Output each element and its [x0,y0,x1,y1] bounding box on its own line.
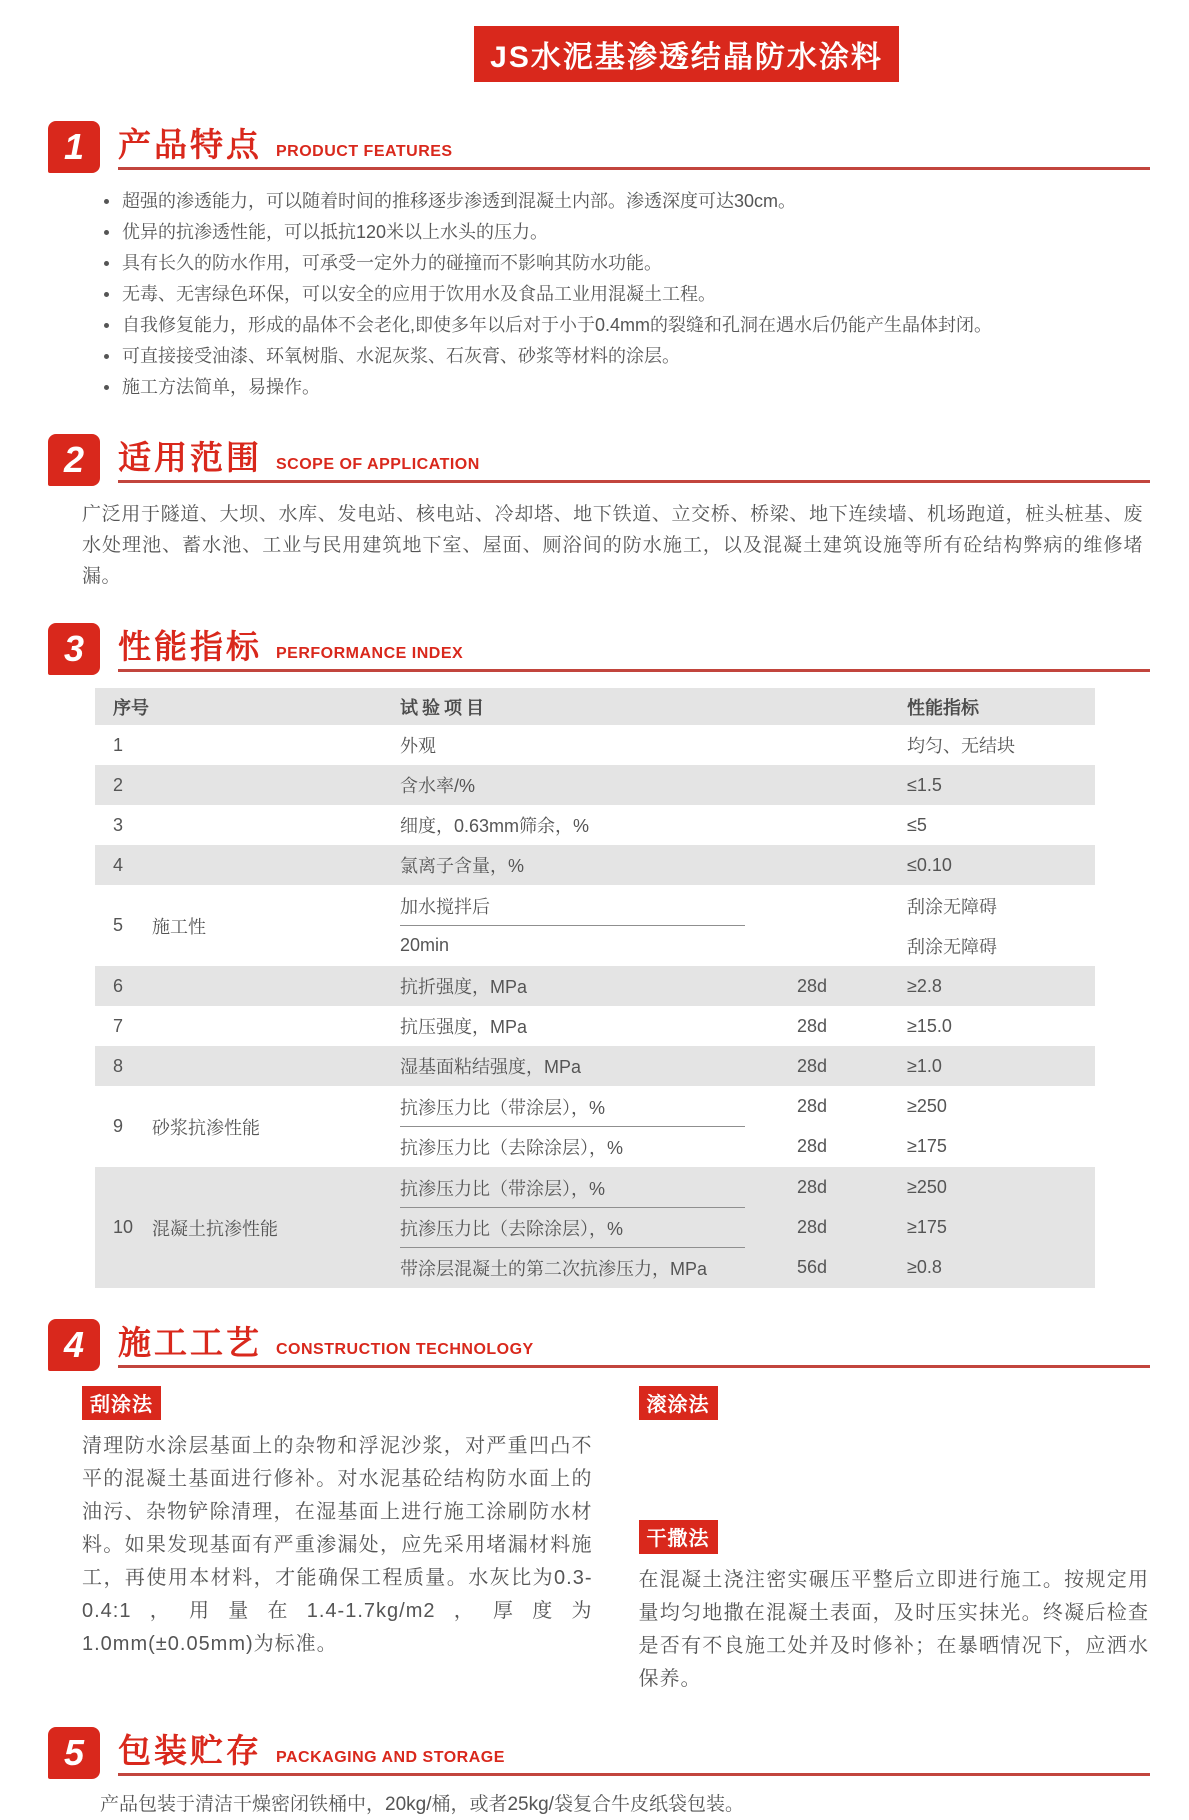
method-text: 在混凝土浇注密实碾压平整后立即进行施工。按规定用量均匀地撒在混凝土表面，及时压实抹光。终凝后检查是否有不良施工处并及时修补；在暴晒情况下，应洒水保养。 [638,1569,1149,1690]
cell-item: 外观 [400,736,436,756]
cell-age: 28d [797,1136,828,1156]
list-item [104,310,1129,341]
table-row-group [95,1086,1095,1167]
section-title-en: PERFORMANCE INDEX [276,645,464,662]
cell-value: ≥2.8 [907,975,942,996]
construction-methods [82,1386,1149,1696]
cell-age: 28d [797,1177,828,1197]
list-item [104,279,1129,310]
list-item [104,248,1129,279]
cell-item: 氯离子含量，% [400,856,525,876]
table-row [95,805,1095,845]
col-header-no: 序号 [113,697,149,718]
page-title: JS水泥基渗透结晶防水涂料 [474,26,899,82]
method-roller [639,1386,1150,1468]
feature-text: 超强的渗透能力，可以随着时间的推移逐步渗透到混凝土内部。渗透深度可达30cm。 [122,191,797,211]
table-row-group [95,885,1095,966]
method-label-badge: 滚涂法 [639,1386,718,1420]
row-divider [400,1247,745,1248]
list-item [104,372,1129,403]
feature-list [104,186,1129,403]
table-row-group [95,1167,1095,1288]
cell-no: 7 [113,1015,124,1036]
feature-text: 具有长久的防水作用，可承受一定外力的碰撞而不影响其防水功能。 [122,253,662,273]
table-row [95,845,1095,885]
cell-category: 混凝土抗渗性能 [152,1218,278,1239]
section-title-group [118,1317,1150,1368]
bullet-icon [104,323,109,328]
cell-no: 2 [113,774,124,795]
method-scrape [82,1386,593,1661]
feature-text: 自我修复能力，形成的晶体不会老化,即使多年以后对于小于0.4mm的裂缝和孔洞在遇水后仍能产生晶体封闭。 [122,315,993,335]
section-title-zh: 包装贮存 [118,1732,262,1769]
cell-age: 28d [797,1015,828,1036]
sub-rows [395,885,1095,966]
bullet-icon [104,292,109,297]
section-title-zh: 施工工艺 [118,1324,262,1361]
section-header-construction [48,1316,1150,1368]
col-header-item: 试验项目 [400,697,488,718]
cell-value: 刮涂无障碍 [907,936,997,957]
bullet-icon [104,354,109,359]
cell-item: 20min [400,935,450,955]
cell-value: ≤5 [907,814,927,835]
row-divider [400,1207,745,1208]
performance-table [95,688,1095,1288]
scope-paragraph: 广泛用于隧道、大坝、水库、发电站、核电站、冷却塔、地下铁道、立交桥、桥梁、地下连续墙、机场跑道，桩头桩基、废水处理池、蓄水池、工业与民用建筑地下室、屋面、厕浴间的防水施工，以及混凝土建筑设施等所有砼结构弊病的维修堵漏。 [82,504,1143,587]
cell-value: ≥175 [907,1136,947,1156]
section-title-en: PACKAGING AND STORAGE [276,1749,505,1766]
cell-value: ≥175 [907,1217,947,1237]
section-title-group [118,119,1150,170]
cell-age: 28d [797,1217,828,1237]
cell-value: ≥250 [907,1096,947,1116]
table-row [95,725,1095,765]
sub-row [395,1170,1095,1205]
bullet-icon [104,261,109,266]
list-item [104,217,1129,248]
cell-no: 4 [113,854,124,875]
cell-item: 抗压强度，MPa [400,1017,528,1037]
cell-item: 抗渗压力比（带涂层），% [400,1178,606,1199]
cell-value: ≤0.10 [907,854,952,875]
cell-age: 56d [797,1257,828,1277]
cell-value: ≤1.5 [907,774,942,795]
cell-no: 6 [113,975,124,996]
cell-item: 加水搅拌后 [400,896,490,917]
table-header-row [95,688,1095,725]
cell-value: ≥250 [907,1177,947,1197]
section-number-badge: 4 [48,1319,100,1371]
cell-value: ≥0.8 [907,1257,942,1277]
list-item [104,341,1129,372]
row-divider [400,925,745,926]
section-number-badge: 2 [48,434,100,486]
table-row [95,765,1095,805]
cell-no: 9 [113,1116,124,1136]
section-title-zh: 适用范围 [118,439,262,476]
cell-item: 抗折强度，MPa [400,977,528,997]
sub-row [395,1129,1095,1164]
section-title-group [118,432,1150,483]
method-column-left [82,1386,593,1696]
feature-text: 无毒、无害绿色环保，可以安全的应用于饮用水及食品工业用混凝土工程。 [122,284,716,304]
cell-no: 10 [113,1217,134,1237]
feature-text: 优异的抗渗透性能，可以抵抗120米以上水头的压力。 [122,222,549,242]
method-label-badge: 干撒法 [639,1520,718,1554]
section-header-performance [48,620,1150,672]
cell-no: 1 [113,734,124,755]
bullet-icon [104,385,109,390]
cell-item: 含水率/% [400,776,476,796]
cell-value: 均匀、无结块 [907,736,1015,756]
sub-row [395,1250,1095,1285]
cell-item: 抗渗压力比（去除涂层），% [400,1218,624,1239]
section-number-badge: 3 [48,623,100,675]
sub-row [395,1210,1095,1245]
bullet-icon [104,199,109,204]
section-title-en: PRODUCT FEATURES [276,143,453,160]
table-row [95,1046,1095,1086]
section-header-product-features [48,118,1150,170]
cell-item: 湿基面粘结强度，MPa [400,1057,582,1077]
cell-item: 抗渗压力比（去除涂层），% [400,1137,624,1158]
cell-no: 3 [113,814,124,835]
method-dry [639,1520,1150,1696]
sub-rows [395,1086,1095,1167]
table-row [95,1006,1095,1046]
col-header-index: 性能指标 [907,697,979,718]
feature-text: 可直接接受油漆、环氧树脂、水泥灰浆、石灰膏、砂浆等材料的涂层。 [122,346,680,366]
cell-category: 砂浆抗渗性能 [152,1117,260,1138]
cell-category: 施工性 [152,916,206,937]
cell-item: 细度，0.63mm筛余，% [400,816,590,836]
cell-value: ≥15.0 [907,1015,952,1036]
section-title-zh: 性能指标 [118,628,262,665]
section-title-en: CONSTRUCTION TECHNOLOGY [276,1341,534,1358]
method-text: 清理防水涂层基面上的杂物和浮泥沙浆，对严重凹凸不平的混凝土基面进行修补。对水泥基砼结构防水面上的油污、杂物铲除清理，在湿基面上进行施工涂刷防水材料。如果发现基面有严重渗漏处，应先采用堵漏材料施工，再使用本材料，才能确保工程质量。水灰比为0.3-0.4:1，用量在1.4-1.7kg/m2，厚度为1.0mm(±0.05mm)为标准。 [82,1435,593,1655]
row-divider [400,1126,745,1127]
sub-row [395,1089,1095,1124]
section-header-packaging [48,1724,1150,1776]
section-header-scope [48,431,1150,483]
method-label-badge: 刮涂法 [82,1386,161,1420]
section-title-zh: 产品特点 [118,126,262,163]
list-item [104,186,1129,217]
cell-item: 抗渗压力比（带涂层），% [400,1097,606,1118]
packaging-paragraph: 产品包装于清洁干燥密闭铁桶中，20kg/桶，或者25kg/袋复合牛皮纸袋包装。 [100,1794,744,1815]
table-row [95,966,1095,1006]
cell-value: ≥1.0 [907,1055,942,1076]
cell-no: 8 [113,1055,124,1076]
section-number-badge: 5 [48,1727,100,1779]
cell-age: 28d [797,1096,828,1116]
sub-rows [395,1167,1095,1288]
cell-age: 28d [797,975,828,996]
section-title-group [118,621,1150,672]
section-title-en: SCOPE OF APPLICATION [276,456,480,473]
sub-row [395,888,1095,923]
cell-age: 28d [797,1055,828,1076]
bullet-icon [104,230,109,235]
sub-row [395,928,1095,963]
section-number-badge: 1 [48,121,100,173]
feature-text: 施工方法简单，易操作。 [122,377,320,397]
method-column-right [639,1386,1150,1696]
section-title-group [118,1725,1150,1776]
cell-no: 5 [113,915,124,935]
cell-value: 刮涂无障碍 [907,896,997,917]
cell-item: 带涂层混凝土的第二次抗渗压力，MPa [400,1258,708,1279]
